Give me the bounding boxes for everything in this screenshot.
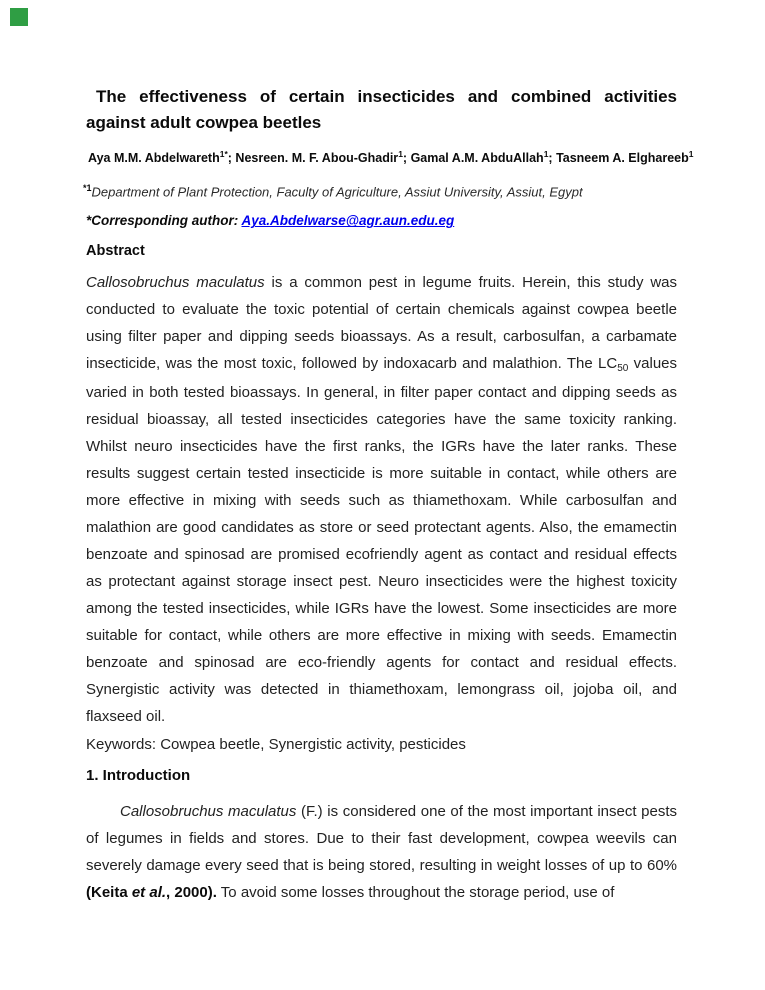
abstract-paragraph bbox=[86, 269, 677, 730]
citation-text: , 2000). bbox=[166, 884, 217, 902]
email-link[interactable]: Aya.Abdelwarse@agr.aun.edu.eg bbox=[241, 213, 455, 229]
affiliation-marker: *1 bbox=[83, 183, 92, 194]
introduction-text: To avoid some losses throughout the storage period, use of bbox=[216, 884, 615, 902]
author-superscript: 1 bbox=[543, 149, 549, 159]
author-name: Gamal A.M. AbduAllah bbox=[410, 151, 544, 166]
corresponding-author-line bbox=[86, 212, 677, 229]
affiliation-text: Department of Plant Protection, Faculty of Agriculture, Assiut University, Assiut, Egypt bbox=[91, 184, 583, 200]
author-name: Aya M.M. Abdelwareth bbox=[88, 151, 220, 166]
author-separator: ; bbox=[227, 151, 236, 166]
lc50-subscript: 50 bbox=[617, 363, 629, 375]
keywords-label: Keywords: bbox=[86, 736, 161, 754]
species-name-italic: Callosobruchus maculatus bbox=[86, 274, 265, 292]
abstract-text: is a common pest in legume fruits. Herein, this study was conducted to evaluate the toxic potential of certain chemicals against cowpea beetle using filter paper and dipping seeds bioassays. As a result, carbosulfan, a carbamate insecticide, was the most toxic, followed by indoxacarb and malathion. The LC bbox=[86, 274, 677, 373]
corresponding-author-label: *Corresponding author: bbox=[86, 213, 242, 229]
abstract-heading: Abstract bbox=[86, 243, 145, 260]
author-name: Tasneem A. Elghareeb bbox=[556, 151, 689, 166]
author-separator: ; bbox=[548, 151, 557, 166]
author-superscript: 1 bbox=[398, 149, 403, 159]
citation-etal: et al. bbox=[131, 884, 167, 902]
green-marker bbox=[10, 8, 28, 26]
affiliation-line bbox=[83, 180, 677, 200]
keywords-line bbox=[86, 735, 677, 755]
keywords-text: Cowpea beetle, Synergistic activity, pesticides bbox=[160, 736, 466, 754]
species-name-italic: Callosobruchus maculatus bbox=[120, 803, 297, 821]
citation-text: (Keita bbox=[86, 884, 132, 902]
introduction-heading: 1. Introduction bbox=[86, 767, 191, 785]
authors-line bbox=[88, 145, 694, 167]
introduction-text: (F.) is considered one of the most important insect pests of legumes in fields and stores. Due to their fast development, cowpea weevils can severely damage every seed that is being stored, resulting in weight losses of up to 60% bbox=[86, 803, 677, 875]
author-separator: ; bbox=[402, 151, 411, 166]
page-title: The effectiveness of certain insecticides and combined activities against adult cowpea beetles bbox=[86, 87, 677, 132]
author-superscript: 1 bbox=[688, 149, 694, 159]
author-name: Nesreen. M. F. Abou-Ghadir bbox=[235, 151, 399, 166]
abstract-text: values varied in both tested bioassays. In general, in filter paper contact and dipping seeds as residual bioassay, all tested insecticides categories have the same toxicity ranking. Whilst neuro insecticides have the first ranks, the IGRs have the later ranks. These results suggest certain tested insecticide is more suitable in contact, while others are more effective in mixing with seeds such as thiamethoxam. While carbosulfan and malathion are good candidates as store or seed protectant agents. Also, the emamectin benzoate and spinosad are promised ecofriendly agent as contact and residual effects as protectant against storage insect pest. Neuro insecticides were the highest toxicity among the tested insecticides, while IGRs have the lowest. Some insecticides are more suitable for contact, while others are more effective in mixing with seeds. Emamectin benzoate and spinosad are eco-friendly agents for contact and residual effects. Synergistic activity was detected in thiamethoxam, lemongrass oil, jojoba oil, and flaxseed oil. bbox=[86, 355, 678, 726]
author-superscript: 1* bbox=[219, 149, 228, 159]
introduction-paragraph bbox=[86, 798, 677, 906]
